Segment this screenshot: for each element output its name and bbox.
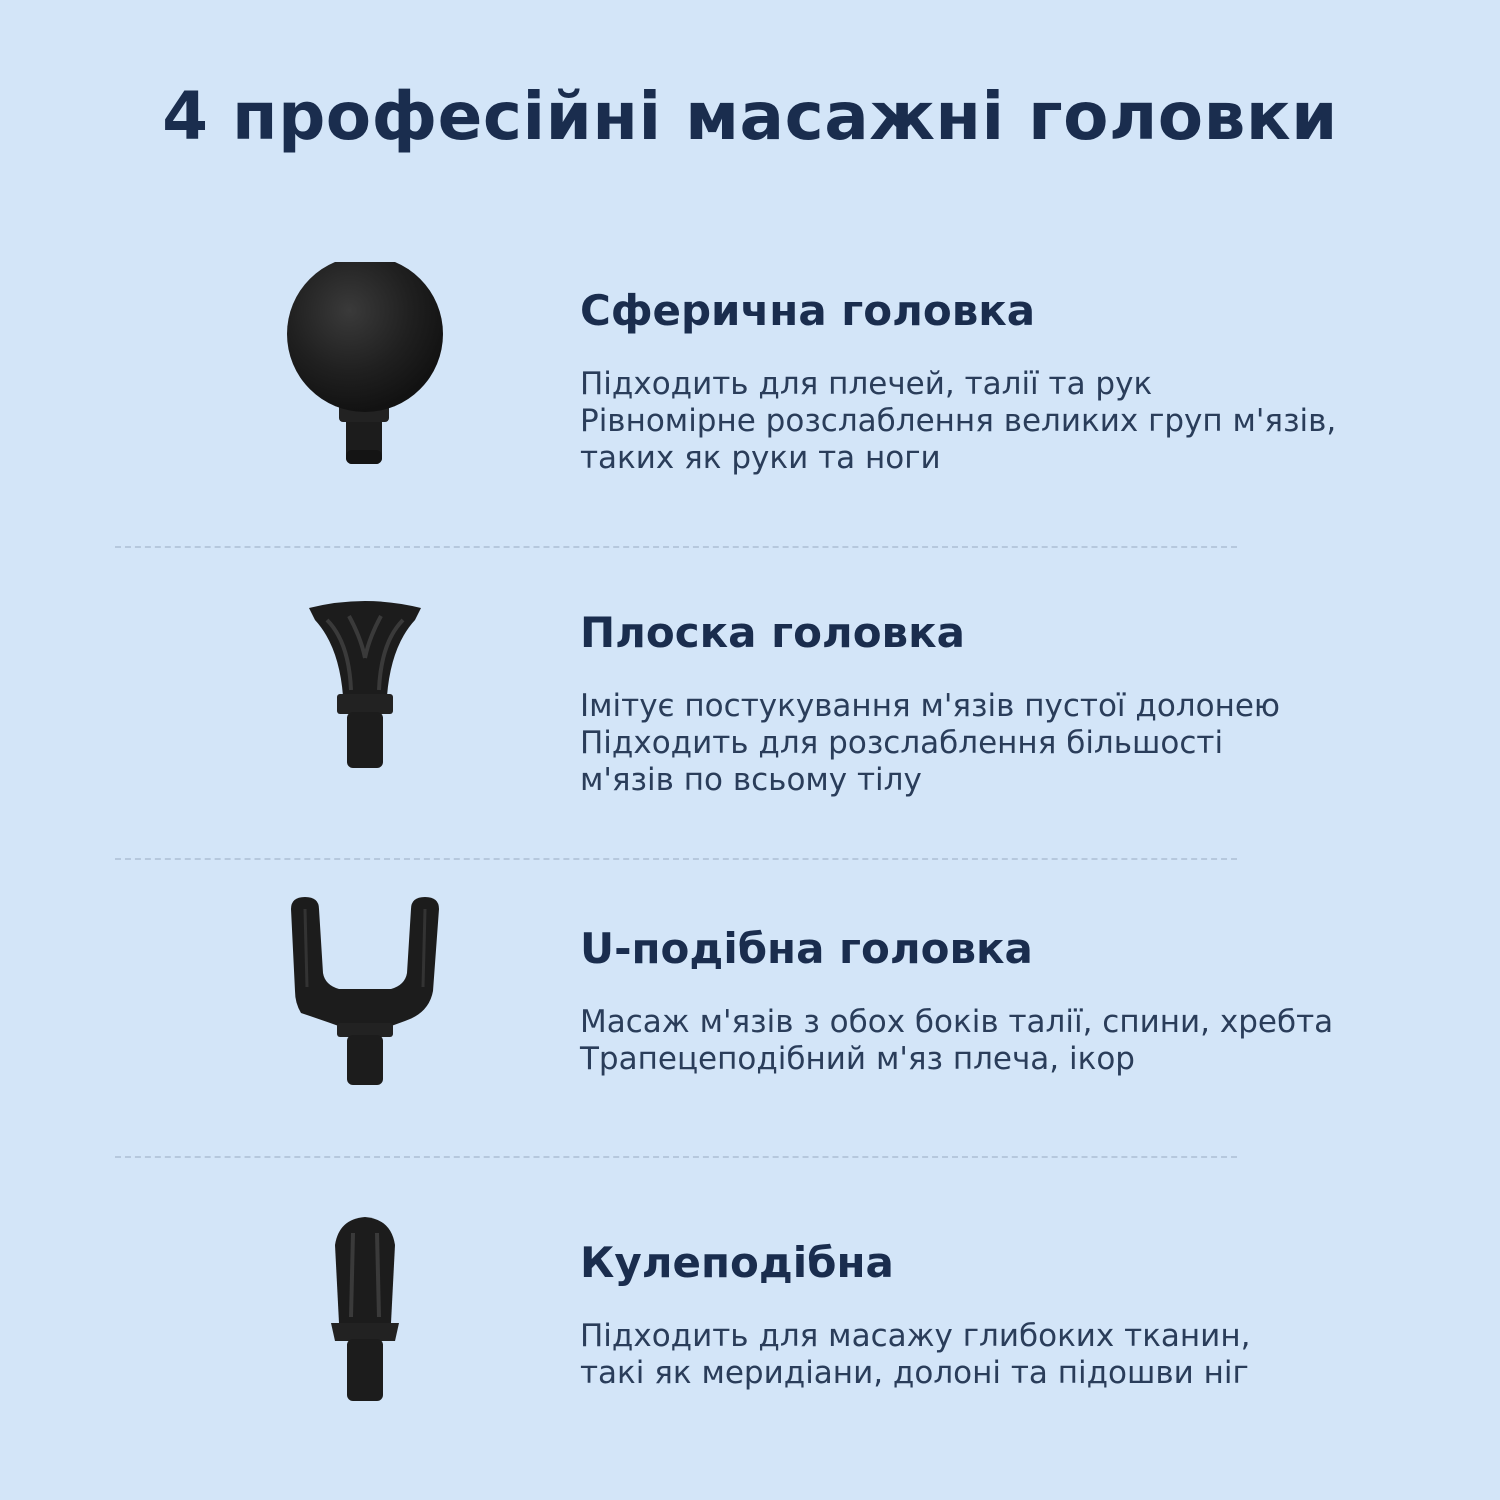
- divider: [115, 546, 1237, 548]
- spherical-head-icon: [265, 262, 465, 472]
- description-line: таких як руки та ноги: [580, 440, 941, 476]
- description-line: Підходить для масажу глибоких тканин,: [580, 1318, 1251, 1354]
- head-title: U-подібна головка: [580, 924, 1033, 973]
- head-title: Кулеподібна: [580, 1238, 894, 1287]
- head-description: [580, 1004, 1460, 1078]
- description-line: Підходить для плечей, талії та рук: [580, 366, 1153, 402]
- description-line: такі як меридіани, долоні та підошви ніг: [580, 1355, 1249, 1391]
- u-shaped-head-icon: [265, 895, 465, 1090]
- description-line: Підходить для розслаблення більшості: [580, 725, 1224, 761]
- head-description: [580, 1318, 1460, 1392]
- description-line: Рівномірне розслаблення великих груп м'язів,: [580, 403, 1337, 439]
- divider: [115, 858, 1237, 860]
- description-line: Трапецеподібний м'яз плеча, ікор: [580, 1041, 1135, 1077]
- head-description: [580, 688, 1460, 799]
- page-title: 4 професійні масажні головки: [162, 78, 1338, 155]
- head-description: [580, 366, 1460, 477]
- description-line: м'язів по всьому тілу: [580, 762, 922, 798]
- head-title: Сферична головка: [580, 286, 1036, 335]
- flat-head-icon: [265, 598, 465, 773]
- head-title: Плоска головка: [580, 608, 965, 657]
- divider: [115, 1156, 1237, 1158]
- description-line: Масаж м'язів з обох боків талії, спини, хребта: [580, 1004, 1334, 1040]
- bullet-head-icon: [265, 1215, 465, 1405]
- description-line: Імітує постукування м'язів пустої долонею: [580, 688, 1281, 724]
